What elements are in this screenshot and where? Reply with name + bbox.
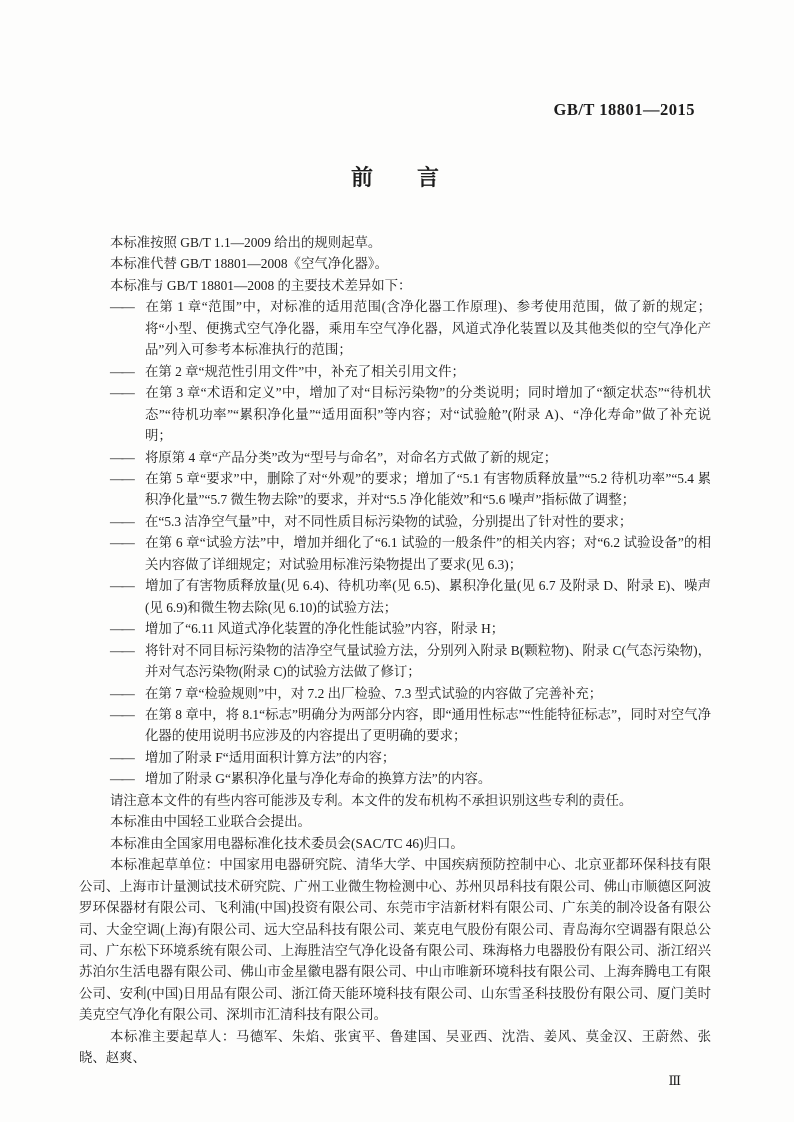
- paragraph: —— 在第 1 章“范围”中，对标准的适用范围(含净化器工作原理)、参考使用范围，做了新的规定；将“小型、便携式空气净化器，乘用车空气净化器，风道式净化装置以及其他类似的空气净化产品”列入可参考本标准执行的范围；: [79, 296, 711, 360]
- dash-marker: ——: [110, 578, 133, 594]
- dash-marker: ——: [110, 642, 133, 658]
- paragraph: —— 在第 3 章“术语和定义”中，增加了对“目标污染物”的分类说明；同时增加了“额定状态”“待机状态”“待机功率”“累积净化量”“适用面积”等内容；对“试验舱”(附录 A)、“净化寿命”做了补充说明；: [79, 382, 711, 446]
- paragraph: 本标准主要起草人：马德军、朱焰、张寅平、鲁建国、吴亚西、沈浩、姜风、莫金汉、王蔚然、张晓、赵爽、: [79, 1028, 711, 1066]
- paragraph: —— 在第 8 章中，将 8.1“标志”明确分为两部分内容，即“通用性标志”“性能特征标志”，同时对空气净化器的使用说明书应涉及的内容提出了更明确的要求；: [79, 704, 711, 747]
- dash-marker: ——: [110, 685, 133, 701]
- paragraph: 本标准代替 GB/T 18801—2008《空气净化器》。: [110, 256, 388, 272]
- paragraph: —— 增加了附录 G“累积净化量与净化寿命的换算方法”的内容。: [79, 768, 711, 789]
- dash-marker: ——: [110, 363, 133, 379]
- dash-marker: ——: [110, 749, 133, 765]
- dash-marker: ——: [110, 385, 133, 401]
- paragraph: —— 将原第 4 章“产品分类”改为“型号与命名”，对命名方式做了新的规定；: [79, 447, 711, 468]
- paragraph: —— 增加了有害物质释放量(见 6.4)、待机功率(见 6.5)、累积净化量(见 6.7 及附录 D、附录 E)、噪声(见 6.9)和微生物去除(见 6.10)的试验方法；: [79, 575, 711, 618]
- page-title: 前 言: [350, 165, 439, 190]
- page-number: Ⅲ: [668, 1072, 681, 1088]
- paragraph: —— 在第 6 章“试验方法”中，增加并细化了“6.1 试验的一般条件”的相关内容；对“6.2 试验设备”的相关内容做了详细规定；对试验用标准污染物提出了要求(见 6.3)；: [79, 532, 711, 575]
- paragraph: 本标准由中国轻工业联合会提出。: [110, 814, 311, 830]
- dash-marker: ——: [110, 771, 133, 787]
- dash-marker: ——: [110, 535, 133, 551]
- paragraph: —— 增加了“6.11 风道式净化装置的净化性能试验”内容，附录 H；: [79, 618, 711, 639]
- paragraph: —— 将针对不同目标污染物的洁净空气量试验方法，分别列入附录 B(颗粒物)、附录 C(气态污染物)，并对气态污染物(附录 C)的试验方法做了修订；: [79, 640, 711, 683]
- foreword-body: [79, 232, 711, 1090]
- paragraph: —— 增加了附录 F“适用面积计算方法”的内容；: [79, 747, 711, 768]
- paragraph: 本标准由全国家用电器标准化技术委员会(SAC/TC 46)归口。: [110, 835, 464, 851]
- dash-marker: ——: [110, 706, 133, 722]
- dash-marker: ——: [110, 621, 133, 637]
- paragraph: —— 在“5.3 洁净空气量”中，对不同性质目标污染物的试验，分别提出了针对性的要求；: [79, 511, 711, 532]
- paragraph: —— 在第 2 章“规范性引用文件”中，补充了相关引用文件；: [79, 361, 711, 382]
- standard-number-header: GB/T 18801—2015: [553, 100, 695, 119]
- paragraph: 本标准起草单位：中国家用电器研究院、清华大学、中国疾病预防控制中心、北京亚都环保科技有限公司、上海市计量测试技术研究院、广州工业微生物检测中心、苏州贝昂科技有限公司、佛山市顺德区阿波罗环保器材有限公司、飞利浦(中国)投资有限公司、东莞市宇洁新材料有限公司、广东美的制冷设备有限公司、大金空调(上海)有限公司、远大空品科技有限公司、莱克电气股份有限公司、青岛海尔空调器有限总公司、广东松下环境系统有限公司、上海胜洁空气净化设备有限公司、珠海格力电器股份有限公司、浙江绍兴苏泊尔生活电器有限公司、佛山市金星徽电器有限公司、中山市唯新环境科技有限公司、上海奔腾电工有限公司、安利(中国)日用品有限公司、浙江倚天能环境科技有限公司、山东雪圣科技股份有限公司、厦门美时美克空气净化有限公司、深圳市汇清科技有限公司。: [79, 857, 711, 1023]
- dash-marker: ——: [110, 299, 133, 315]
- dash-marker: ——: [110, 513, 133, 529]
- paragraph: —— 在第 7 章“检验规则”中，对 7.2 出厂检验、7.3 型式试验的内容做了完善补充；: [79, 683, 711, 704]
- paragraph: 本标准按照 GB/T 1.1—2009 给出的规则起草。: [110, 235, 382, 250]
- dash-marker: ——: [110, 449, 133, 465]
- paragraph: 请注意本文件的有些内容可能涉及专利。本文件的发布机构不承担识别这些专利的责任。: [110, 792, 633, 808]
- dash-marker: ——: [110, 470, 133, 486]
- paragraph: —— 在第 5 章“要求”中，删除了对“外观”的要求；增加了“5.1 有害物质释放量”“5.2 待机功率”“5.4 累积净化量”“5.7 微生物去除”的要求，并对“5.5 净化能效”和“5.6 噪声”指标做了调整；: [79, 468, 711, 511]
- paragraph: 本标准与 GB/T 18801—2008 的主要技术差异如下：: [110, 277, 412, 293]
